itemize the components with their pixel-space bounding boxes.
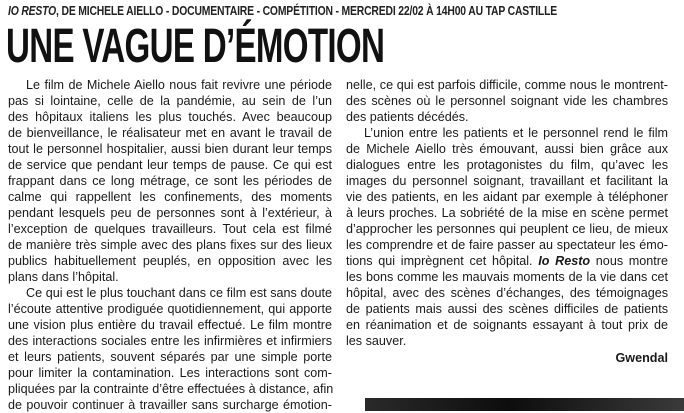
text-line: de service que pendant leur temps de pause. Ce qui est: [8, 158, 332, 172]
text-line: des scènes où le personnel soignant vide les chambres: [346, 94, 668, 108]
text-line: les bons comme les mauvais moments de la vie dans cet: [346, 270, 668, 284]
text-line: pendant lesquels peu de personnes sont à l’extérieur, à: [8, 206, 332, 220]
text-line: et leurs patients, souvent séparés par une simple porte: [8, 350, 332, 364]
text-line: de patients mais aussi des scènes difficiles de patients: [346, 302, 668, 316]
paragraph-4: [346, 125, 668, 349]
text-line: en réanimation et de soignants essayant à tout prix de: [346, 318, 668, 332]
kicker-details: , DE MICHELE AIELLO - DOCUMENTAIRE - COMPÉTITION - MERCREDI 22/02 À 14H00 AU TAP CASTILLE: [56, 4, 558, 18]
text-line: L’union entre les patients et le personnel rend le film: [364, 126, 668, 140]
article-column-1: [8, 77, 332, 413]
text-line: calme qui rappellent les confinements, des moments: [8, 190, 332, 204]
text-line: pas si lointaine, celle de la pandémie, au sein de l’un: [8, 94, 332, 108]
text-line: de bienveillance, le réalisateur met en avant le travail de: [8, 126, 332, 140]
text-line: de pouvoir continuer à travailler sans surcharge émotion-: [8, 398, 332, 412]
article-headline: UNE VAGUE D’ÉMOTION: [6, 20, 385, 73]
text-line: Ce qui est le plus touchant dans ce film est sans doute: [26, 286, 332, 300]
text-line: de manière très simple avec des plans fixes sur des lieux: [8, 238, 332, 252]
text-fragment: nous montre: [590, 254, 668, 268]
text-line: Le film de Michele Aiello nous fait revivre une période: [26, 78, 332, 92]
text-line: hôpital, avec des scènes d’échanges, des témoignages: [346, 286, 668, 300]
paragraph-2: [8, 285, 332, 413]
film-title-inline: Io Resto: [538, 254, 591, 268]
text-line: publics habituellement peuplés, en opposition avec les: [8, 254, 332, 268]
text-line: vie des patients, en les aidant par exemple à téléphoner: [346, 190, 668, 204]
text-line: l’écoute attentive prodiguée quotidiennement, qui apporte: [8, 302, 332, 316]
text-line: pliquées par la contrainte d’être effectuées à distance, afin: [8, 382, 334, 396]
text-line: de Michele Aiello très émouvant, aussi bien grâce aux: [346, 142, 668, 156]
text-line: nelle, ce qui est parfois difficile, comme nous le montrent-: [346, 78, 668, 92]
text-line: les comprendre et de faire passer au spectateur les émo-: [346, 238, 668, 252]
text-line: des interactions sociales entre les infirmières et infirmiers: [8, 334, 332, 348]
text-line: des hôpitaux italiens les plus touchés. Avec beaucoup: [8, 110, 332, 124]
author-signature: Gwendal: [615, 351, 668, 365]
text-fragment: tions qui imprègnent cet hôpital.: [346, 254, 539, 268]
text-line: une vision plus entière du travail effectué. Le film montre: [8, 318, 332, 332]
text-line: images du personnel soignant, travaillant et facilitant la: [346, 174, 668, 188]
text-line: à leurs proches. La sobriété de la mise en scène permet: [346, 206, 668, 220]
text-line: les sauver.: [346, 334, 407, 348]
text-line: tout le personnel hospitalier, aussi bien durant leur temps: [8, 142, 332, 156]
text-line-with-film-title: [346, 253, 668, 269]
text-line: dialogues entre les protagonistes du film, qu’avec les: [346, 158, 668, 172]
photo-edge: [365, 398, 684, 411]
text-line: l’exception de quelques travailleurs. Tout cela est filmé: [8, 222, 332, 236]
paragraph-1: [8, 77, 332, 285]
text-line: d’approcher les personnes qui peuplent ce lieu, de mieux: [346, 222, 668, 236]
text-line: pour limiter la contamination. Les interactions sont com-: [8, 366, 332, 380]
article-kicker: [8, 4, 566, 18]
kicker-film-title: IO RESTO: [8, 4, 57, 18]
text-line: des patients décédés.: [346, 110, 469, 124]
article-column-2: [346, 77, 668, 366]
paragraph-3: [346, 77, 668, 125]
text-line: frappant dans ce long métrage, ce sont les périodes de: [8, 174, 332, 188]
text-line: plans dans l’hôpital.: [8, 270, 119, 284]
